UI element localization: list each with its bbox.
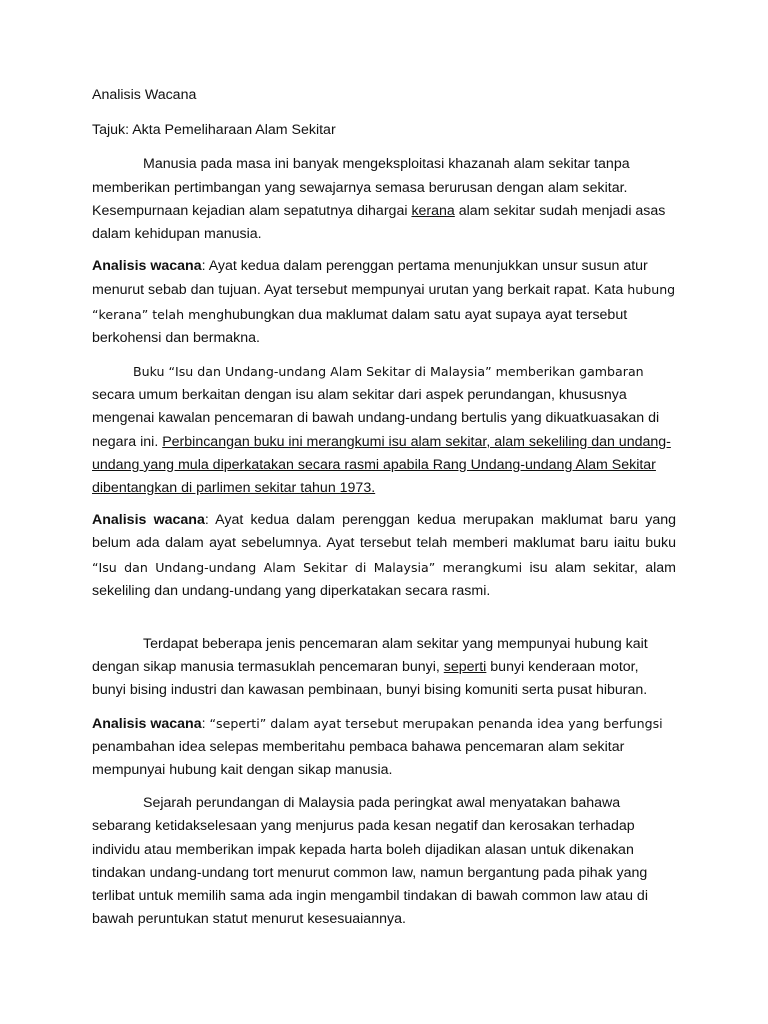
analysis-2 bbox=[92, 509, 676, 603]
analysis-1-text-end: hubungkan dua maklumat dalam satu ayat supaya ayat tersebut berkohensi dan bermakna. bbox=[92, 306, 628, 346]
paragraph-2-lead: Buku “Isu dan Undang-undang Alam Sekitar di Malaysia” memberikan gambaran bbox=[133, 364, 644, 380]
paragraph-2-underlined: Perbincangan buku ini merangkumi isu alam sekitar, alam sekeliling dan undang-undang yang mula diperkatakan secara rasmi apabila Rang Undang-undang Alam Sekitar dibentangkan di parlimen sekitar tahun 1973. bbox=[92, 433, 671, 497]
paragraph-4-text: Sejarah perundangan di Malaysia pada peringkat awal menyatakan bahawa sebarang ketidakselesaan yang menjurus pada kesan negatif dan kerosakan terhadap individu atau memberikan impak kepada harta boleh dijadikan alasan untuk dikenakan tindakan undang-undang tort menurut common law, namun bergantung pada pihak yang terlibat untuk memilih sama ada ingin mengambil tindakan di bawah common law atau di bawah peruntukan statut menurut kesesuaiannya. bbox=[92, 795, 648, 928]
heading-text: Analisis Wacana bbox=[92, 87, 197, 103]
paragraph-3-text: Terdapat beberapa jenis pencemaran alam sekitar yang mempunyai hubung kait dengan sikap manusia termasuklah pencemaran bunyi, bbox=[92, 636, 648, 676]
analysis-3-colon: : bbox=[201, 715, 210, 732]
analysis-3-label: Analisis wacana bbox=[92, 715, 202, 732]
paragraph-3 bbox=[92, 633, 676, 703]
analysis-3 bbox=[92, 712, 676, 783]
analysis-2-quote: “Isu dan Undang-undang Alam Sekitar di Malaysia” merangkumi bbox=[92, 559, 523, 575]
title-text: Tajuk: Akta Pemeliharaan Alam Sekitar bbox=[92, 122, 336, 139]
paragraph-1-text: Manusia pada masa ini banyak mengeksploitasi khazanah alam sekitar tanpa memberikan pertimbangan yang sewajarnya semasa berurusan dengan alam sekitar. Kesempurnaan kejadian alam sepatutnya dihargai bbox=[92, 156, 630, 219]
document-body bbox=[92, 84, 676, 932]
analysis-1-quote: hubung “kerana” telah meng bbox=[92, 282, 676, 322]
underlined-word-kerana: kerana bbox=[411, 202, 455, 219]
analysis-2-label: Analisis wacana bbox=[92, 512, 205, 529]
analysis-3-lead: “seperti” dalam ayat tersebut merupakan penanda idea yang berfungsi bbox=[209, 715, 663, 731]
analysis-1-label: Analisis wacana bbox=[92, 258, 202, 275]
analysis-2-text-end: isu alam sekitar, alam sekeliling dan undang-undang yang diperkatakan secara rasmi. bbox=[92, 559, 676, 599]
analysis-2-text: : Ayat kedua dalam perenggan kedua merupakan maklumat baru yang belum ada dalam ayat sebelumnya. Ayat tersebut telah memberi maklumat baru iaitu buku bbox=[92, 512, 676, 552]
paragraph-3-text-end: bunyi kenderaan motor, bunyi bising industri dan kawasan pembinaan, bunyi bising komuniti serta pusat hiburan. bbox=[92, 659, 648, 699]
paragraph-1-text-end: alam sekitar sudah menjadi asas dalam kehidupan manusia. bbox=[92, 202, 666, 243]
paragraph-4 bbox=[92, 792, 676, 931]
analysis-1-text: : Ayat kedua dalam perenggan pertama menunjukkan unsur susun atur menurut sebab dan tujuan. Ayat tersebut mempunyai urutan yang berkait rapat. Kata bbox=[92, 258, 648, 299]
document-heading bbox=[92, 84, 676, 107]
paragraph-2 bbox=[92, 360, 676, 500]
paragraph-2-text: secara umum berkaitan dengan isu alam sekitar dari aspek perundangan, khususnya mengenai kawalan pencemaran di bawah undang-undang bertulis yang dikuatkuasakan di negara ini. bbox=[92, 387, 660, 450]
analysis-1 bbox=[92, 255, 676, 350]
analysis-3-text: penambahan idea selepas memberitahu pembaca bahawa pencemaran alam sekitar mempunyai hubung kait dengan sikap manusia. bbox=[92, 738, 625, 779]
document-title bbox=[92, 119, 676, 142]
paragraph-1 bbox=[92, 153, 676, 246]
underlined-word-seperti: seperti bbox=[443, 659, 487, 676]
